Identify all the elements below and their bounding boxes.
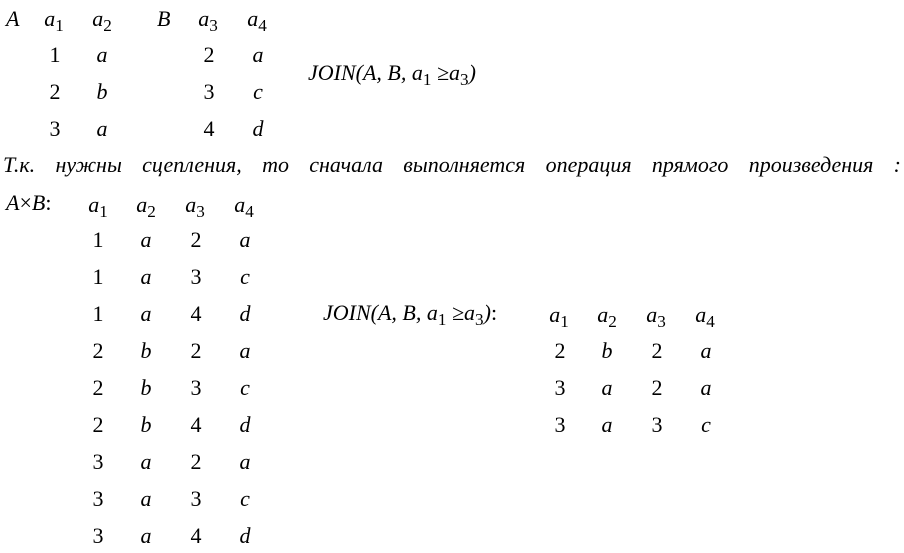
table-b-cell: d xyxy=(252,116,264,141)
product-cell: 3 xyxy=(190,375,202,400)
table-b-cell: 3 xyxy=(203,79,215,104)
product-cell: a xyxy=(239,227,251,252)
table-a-cell: 1 xyxy=(49,42,61,67)
product-cell: d xyxy=(239,412,251,437)
product-cell: 2 xyxy=(92,338,104,363)
product-cell: a xyxy=(140,264,152,289)
product-cell: b xyxy=(140,375,152,400)
product-cell: a xyxy=(239,449,251,474)
product-cell: a xyxy=(140,523,152,548)
table-b-cell: 2 xyxy=(203,42,215,67)
product-cell: a xyxy=(239,338,251,363)
result-cell: a xyxy=(700,375,712,400)
product-cell: 2 xyxy=(190,449,202,474)
product-cell: 4 xyxy=(190,301,202,326)
result-cell: a xyxy=(601,412,613,437)
table-a-cell: b xyxy=(96,79,108,104)
join-result-label: JOIN(A, B, $a_1 \ge a_3$): xyxy=(323,300,498,330)
product-cell: 1 xyxy=(92,301,104,326)
product-cell: c xyxy=(240,486,250,511)
product-cell: c xyxy=(240,264,250,289)
product-cell: 2 xyxy=(92,412,104,437)
product-cell: 3 xyxy=(190,264,202,289)
result-header-a4: $a_4$ xyxy=(695,302,715,332)
product-cell: 3 xyxy=(190,486,202,511)
table-a-header-a1: $a_1$ xyxy=(44,6,64,36)
result-cell: 2 xyxy=(554,338,566,363)
result-cell: 3 xyxy=(554,412,566,437)
table-b-cell: c xyxy=(253,79,263,104)
product-cell: 2 xyxy=(190,338,202,363)
table-b-header-a4: $a_4$ xyxy=(247,6,267,36)
product-cell: 4 xyxy=(190,412,202,437)
product-cell: a xyxy=(140,449,152,474)
product-header-a2: $a_2$ xyxy=(136,192,156,222)
product-cell: a xyxy=(140,227,152,252)
product-cell: 2 xyxy=(92,375,104,400)
explanation-sentence: Т.к. нужны сцепления, то сначала выполняется операция прямого произведения : xyxy=(3,152,901,177)
product-cell: d xyxy=(239,523,251,548)
product-header-a4: $a_4$ xyxy=(234,192,254,222)
table-b-header-a3: $a_3$ xyxy=(198,6,218,36)
result-cell: b xyxy=(601,338,613,363)
result-cell: 3 xyxy=(651,412,663,437)
product-cell: 1 xyxy=(92,227,104,252)
table-a-cell: a xyxy=(96,116,108,141)
result-cell: 2 xyxy=(651,375,663,400)
result-header-a3: $a_3$ xyxy=(646,302,666,332)
product-cell: 3 xyxy=(92,449,104,474)
product-cell: 1 xyxy=(92,264,104,289)
product-cell: b xyxy=(140,338,152,363)
table-b-cell: a xyxy=(252,42,264,67)
result-cell: c xyxy=(701,412,711,437)
join-expression: JOIN(A, B, $a_1 \ge a_3$) xyxy=(308,60,476,90)
table-a-cell: 3 xyxy=(49,116,61,141)
product-cell: 3 xyxy=(92,523,104,548)
product-header-a3: $a_3$ xyxy=(185,192,205,222)
result-header-a1: $a_1$ xyxy=(549,302,569,332)
product-cell: c xyxy=(240,375,250,400)
result-cell: a xyxy=(700,338,712,363)
product-cell: 4 xyxy=(190,523,202,548)
table-a-name: A xyxy=(6,6,20,31)
table-b-cell: 4 xyxy=(203,116,215,141)
product-cell: 2 xyxy=(190,227,202,252)
result-header-a2: $a_2$ xyxy=(597,302,617,332)
table-a-cell: 2 xyxy=(49,79,61,104)
table-a-cell: a xyxy=(96,42,108,67)
product-cell: a xyxy=(140,486,152,511)
product-cell: 3 xyxy=(92,486,104,511)
result-cell: a xyxy=(601,375,613,400)
table-b-name: B xyxy=(157,6,171,31)
product-label: A×B: xyxy=(6,190,52,215)
result-cell: 2 xyxy=(651,338,663,363)
table-a-header-a2: $a_2$ xyxy=(92,6,112,36)
product-cell: d xyxy=(239,301,251,326)
result-cell: 3 xyxy=(554,375,566,400)
product-cell: b xyxy=(140,412,152,437)
product-header-a1: $a_1$ xyxy=(88,192,108,222)
product-cell: a xyxy=(140,301,152,326)
